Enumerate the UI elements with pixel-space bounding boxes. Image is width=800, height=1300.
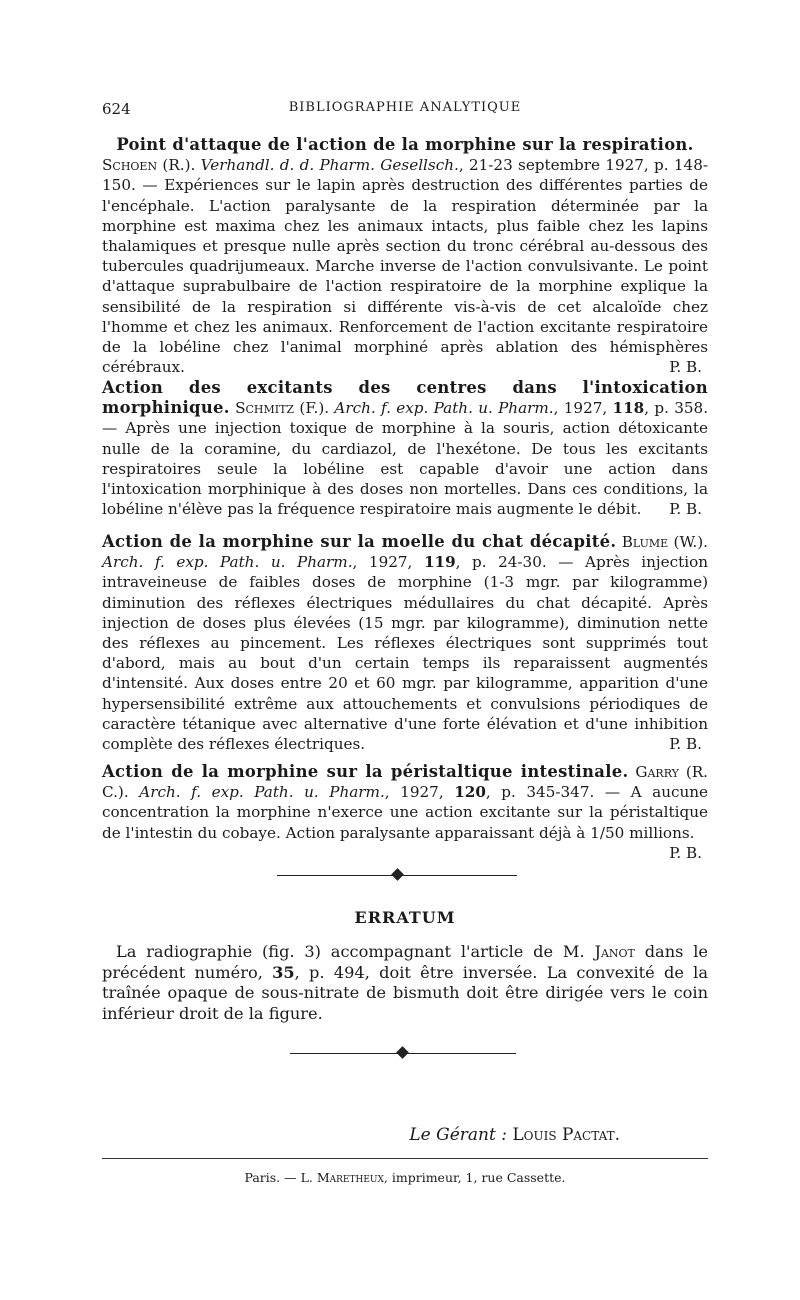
entry-author: Blume	[621, 533, 669, 551]
page-header	[102, 100, 708, 120]
entry-citation: , 1927,	[553, 399, 608, 418]
erratum-title: ERRATUM	[354, 908, 456, 927]
erratum-text	[102, 942, 708, 1024]
entry-title: Action de la morphine sur la péristaltique intestinale.	[102, 762, 629, 781]
entry-body: Après une injection toxique de morphine à la souris, action détoxicante nulle de la coramine, du cardiazol, de l'hexétone. De tous les excitants respiratoires seule la lobéline est capable d'avoir une action dans l'intoxication morphinique à des doses non mortelles. Dans ces conditions, la lobéline n'élève pas la fréquence respiratoire mais augmente le débit.	[102, 419, 709, 519]
entry-source: Arch. f. exp. Path. u. Pharm.	[139, 783, 385, 802]
entry-title: Action de la morphine sur la moelle du chat décapité.	[102, 532, 617, 551]
footer-rule	[102, 1158, 708, 1159]
erratum-volume: 35	[272, 962, 295, 982]
abstract-entry	[102, 532, 708, 754]
entry-author: Schmitz	[235, 399, 295, 418]
entry-citation: , 1927,	[384, 783, 444, 802]
entry-volume: 118	[612, 399, 645, 418]
entry-author: Garry	[635, 763, 679, 781]
entry-pages: , p. 358. —	[102, 399, 709, 438]
diamond-ornament-icon	[396, 1046, 409, 1059]
entry-volume: 120	[454, 783, 486, 802]
entry-author-initials: (R.).	[162, 156, 196, 175]
entry-pages: , p. 345-347. —	[485, 783, 621, 802]
entry-title: Point d'attaque de l'action de la morphine sur la respiration.	[116, 135, 694, 154]
entry-author: Schoen	[102, 156, 158, 175]
entry-body: Après injection intraveineuse de faibles doses de morphine (1-3 mgr. par kilogramme) diminution des réflexes électriques médullaires du chat décapité. Après injection de doses plus élevées (15 mgr. par kilogramme), diminution nette des réflexes au pincement. Les réflexes électriques sont supprimés tout d'abord, mais au bout d'un certain temps ils reparaissent augmentés d'intensité. Aux doses entre 20 et 60 mgr. par kilogramme, apparition d'une hypersensibilité extrême aux attouchements et convulsions périodiques de caractère tétanique avec alternative d'une forte élévation et d'une inhibition complète des réflexes électriques.	[102, 553, 709, 754]
footer-prefix: Paris. —	[244, 1170, 297, 1185]
gerant-name: Louis Pactat.	[512, 1125, 620, 1145]
entry-author-initials: (R. C.).	[102, 763, 709, 802]
erratum-author: Janot	[594, 942, 635, 961]
entry-author-initials: (W.).	[673, 533, 708, 551]
entry-author-initials: (F.).	[299, 399, 330, 418]
entry-source: Arch. f. exp. Path. u. Pharm.	[334, 399, 554, 418]
entry-volume: 119	[423, 553, 456, 572]
entry-signature: P. B.	[669, 843, 702, 862]
entry-body: A aucune concentration la morphine n'exerce une action excitante sur la péristaltique de l'intestin du cobaye. Action paralysante apparaissant déjà à 1/50 millions.	[102, 783, 709, 842]
entry-signature: P. B.	[669, 358, 702, 377]
printer-footer	[102, 1170, 708, 1185]
entry-pages: , p. 24-30. —	[455, 553, 574, 572]
entry-citation: , 1927,	[352, 553, 413, 572]
erratum-text-before: La radiographie (fig. 3) accompagnant l'article de M.	[116, 942, 585, 961]
erratum-text-after: , p. 494, doit être inversée. La convexité de la traînée opaque de sous-nitrate de bismuth doit être dirigée vers le coin inférieur droit de la figure.	[102, 962, 708, 1023]
abstract-entry	[102, 762, 708, 863]
footer-suffix: , imprimeur, 1, rue Cassette.	[383, 1170, 566, 1185]
entry-source: Verhandl. d. d. Pharm. Gesellsch.	[200, 156, 459, 175]
gerant-line	[409, 1125, 620, 1145]
entry-title: Action des excitants des centres dans l'intoxication morphinique.	[102, 378, 708, 418]
gerant-label: Le Gérant :	[409, 1125, 507, 1145]
abstract-entry	[102, 378, 708, 519]
erratum-text-middle: dans le précédent numéro,	[102, 942, 708, 982]
diamond-ornament-icon	[391, 868, 404, 881]
footer-printer: L. Maretheux	[300, 1170, 384, 1185]
entry-body: Expériences sur le lapin après destruction des différentes parties de l'encéphale. L'action paralysante de la respiration déterminée par la morphine est maxima chez les animaux intacts, plus faible chez les lapins thalamiques et presque nulle après section du tronc cérébral au-dessous des tubercules quadrijumeaux. Marche inverse de l'action convulsivante. Le point d'attaque suprabulbaire de l'action respiratoire de la morphine explique la sensibilité de la respiration si différente vis-à-vis de cet alcaloïde chez l'homme et chez les animaux. Renforcement de l'action excitante respiratoire de la lobéline chez l'animal morphiné après ablation des hémisphères cérébraux.	[102, 176, 709, 377]
page-number: 624	[102, 100, 131, 118]
entry-signature: P. B.	[669, 500, 702, 519]
abstract-entry	[102, 135, 708, 377]
running-title: BIBLIOGRAPHIE ANALYTIQUE	[288, 100, 522, 115]
entry-signature: P. B.	[669, 735, 702, 754]
entry-source: Arch. f. exp. Path. u. Pharm.	[102, 553, 353, 572]
entry-citation: , 21-23 septembre 1927, p. 148-150. —	[102, 156, 709, 195]
